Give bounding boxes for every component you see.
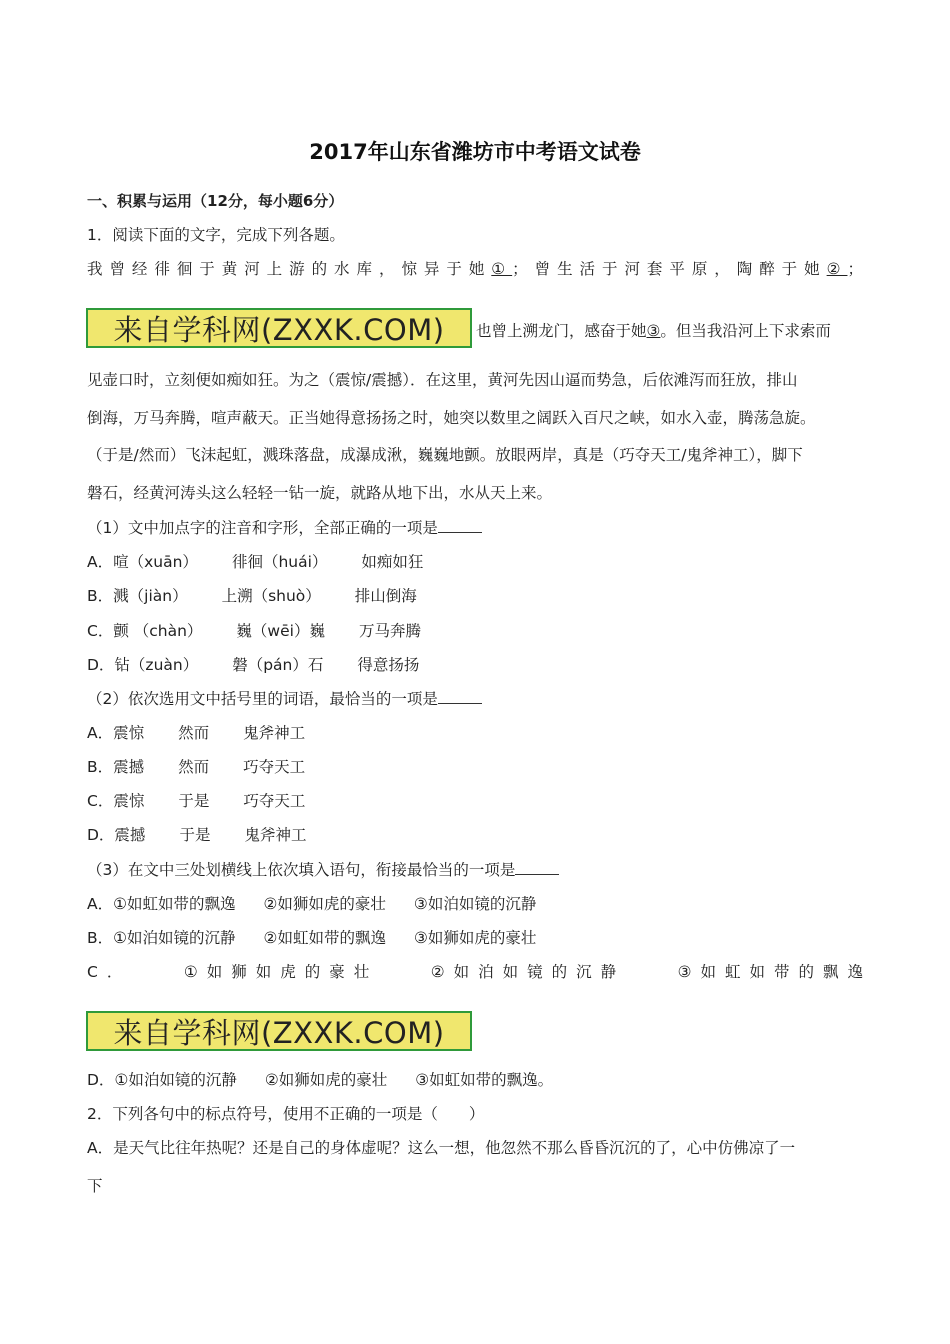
- section-heading: 一、积累与运用（12分，每小题6分）: [87, 192, 344, 210]
- question-1-intro: 1．阅读下面的文字，完成下列各题。: [87, 226, 345, 244]
- option-2d: D．震撼 于是 鬼斧神工: [87, 826, 307, 844]
- passage-text: ；: [847, 260, 863, 278]
- watermark-banner: 来自学科网(ZXXK.COM): [86, 1011, 472, 1051]
- option-1d: D．钻（zuàn） 磐（pán）石 得意扬扬: [87, 656, 420, 674]
- option-3c: C． ①如狮如虎的豪壮 ②如泊如镜的沉静 ③如虹如带的飘逸: [87, 963, 872, 981]
- option-1c: C．颤 （chàn） 巍（wēi）巍 万马奔腾: [87, 622, 421, 640]
- answer-blank: [438, 518, 482, 533]
- blank-marker-2: ②: [826, 260, 848, 278]
- blank-marker-3: ③: [646, 322, 661, 340]
- option-3a: A．①如虹如带的飘逸 ②如狮如虎的豪壮 ③如泊如镜的沉静: [87, 895, 537, 913]
- question-2-option-a: A．是天气比往年热呢？还是自己的身体虚呢？这么一想，他忽然不那么昏昏沉沉的了，心中仿佛凉了一: [87, 1139, 796, 1157]
- option-2c: C．震惊 于是 巧夺天工: [87, 792, 306, 810]
- passage-line-3: 见壶口时，立刻便如痴如狂。为之（震惊/震撼）．在这里，黄河先因山逼而势急，后依滩泻而狂放，排山: [87, 371, 798, 389]
- sub-question-text: （3）在文中三处划横线上依次填入语句，衔接最恰当的一项是: [87, 861, 516, 879]
- watermark-banner: 来自学科网(ZXXK.COM): [86, 308, 472, 348]
- sub-question-text: （1）文中加点字的注音和字形，全部正确的一项是: [87, 519, 438, 537]
- page-title: 2017年山东省潍坊市中考语文试卷: [309, 140, 641, 164]
- blank-marker-1: ①: [491, 260, 513, 278]
- passage-line-4: 倒海，万马奔腾，喧声蔽天。正当她得意扬扬之时，她突以数里之阔跃入百尺之峡，如水入壶，腾荡急旋。: [87, 409, 816, 427]
- answer-blank: [438, 689, 482, 704]
- option-1b: B．溅（jiàn） 上溯（shuò） 排山倒海: [87, 587, 417, 605]
- passage-line-5: （于是/然而）飞沫起虹，溅珠落盘，成瀑成湫，巍巍地颤。放眼两岸，真是（巧夺天工/鬼斧神工），脚下: [87, 446, 803, 464]
- answer-blank: [515, 860, 559, 875]
- option-2a: A．震惊 然而 鬼斧神工: [87, 724, 306, 742]
- sub-question-1: [87, 517, 482, 539]
- option-2b: B．震撼 然而 巧夺天工: [87, 758, 306, 776]
- option-3d: D．①如泊如镜的沉静 ②如狮如虎的豪壮 ③如虹如带的飘逸。: [87, 1071, 554, 1089]
- passage-text: 我曾经徘徊于黄河上游的水库，惊异于她: [87, 260, 492, 278]
- question-2: 2．下列各句中的标点符号，使用不正确的一项是（ ）: [87, 1105, 485, 1123]
- passage-line-6: 磐石，经黄河涛头这么轻轻一钻一旋，就路从地下出，水从天上来。: [87, 484, 553, 502]
- passage-line-1: [87, 258, 863, 280]
- question-2-option-a-cont: 下: [87, 1177, 103, 1195]
- option-1a: A．喧（xuān） 徘徊（huái） 如痴如狂: [87, 553, 424, 571]
- sub-question-3: [87, 859, 559, 881]
- passage-text: ；曾生活于河套平原，陶醉于她: [512, 260, 827, 278]
- passage-line-2: [476, 320, 831, 342]
- sub-question-text: （2）依次选用文中括号里的词语，最恰当的一项是: [87, 690, 438, 708]
- option-3b: B．①如泊如镜的沉静 ②如虹如带的飘逸 ③如狮如虎的豪壮: [87, 929, 537, 947]
- passage-text: 也曾上溯龙门，感奋于她: [476, 322, 647, 340]
- sub-question-2: [87, 688, 482, 710]
- passage-text: 。但当我沿河上下求索而: [660, 322, 831, 340]
